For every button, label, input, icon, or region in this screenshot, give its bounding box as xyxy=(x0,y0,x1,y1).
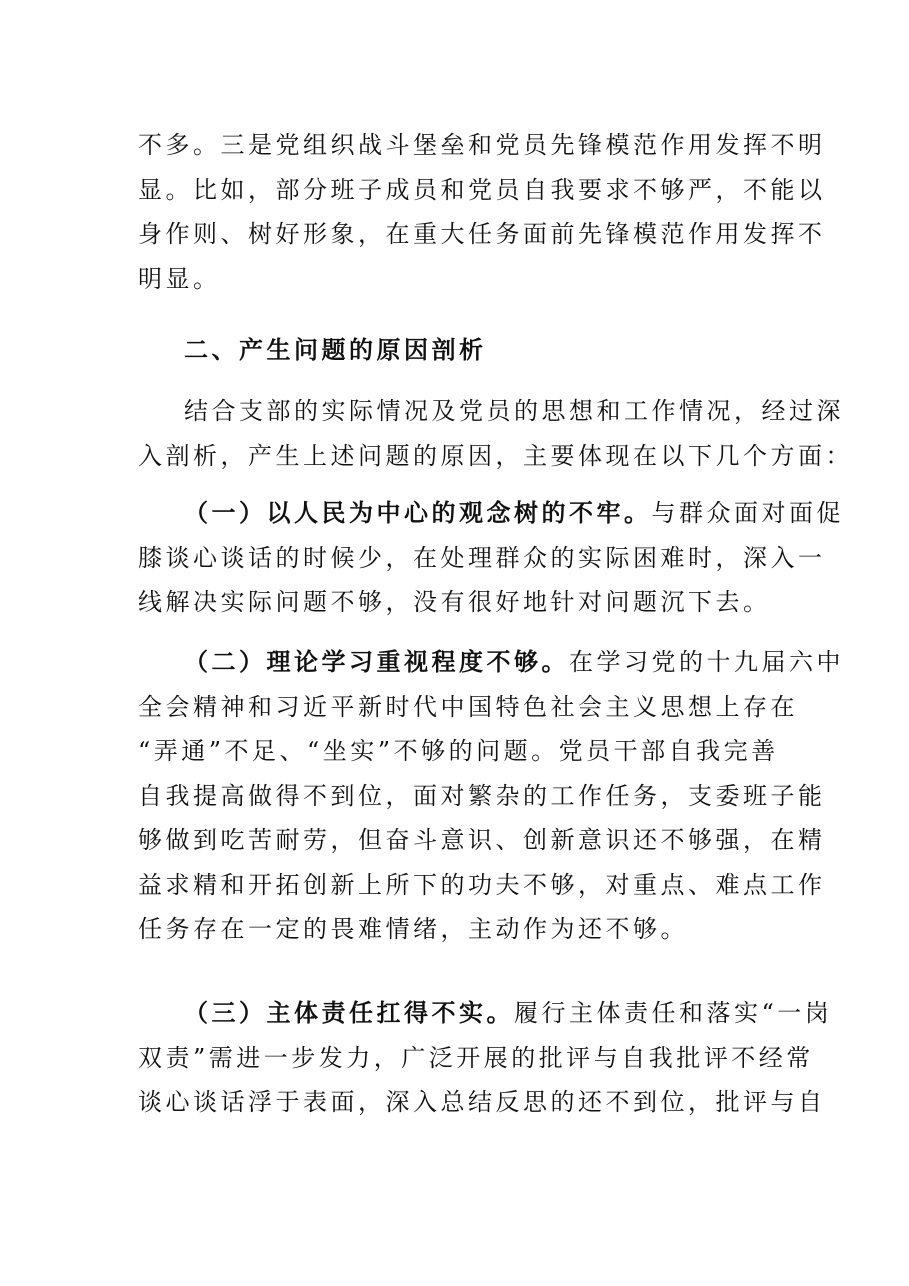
paragraph-line: 不多。三是党组织战斗堡垒和党员先锋模范作用发挥不明 xyxy=(138,131,826,159)
section-heading xyxy=(138,328,778,373)
analysis-paragraph xyxy=(138,389,853,478)
paragraph-line: 谈心谈话浮于表面，深入总结反思的还不到位，批评与自 xyxy=(138,1088,826,1116)
paragraph-line: 身作则、树好形象，在重大任务面前先锋模范作用发挥不 xyxy=(138,220,826,248)
paragraph-line: 线解决实际问题不够，没有很好地针对问题沉下去。 xyxy=(138,588,771,616)
paragraph-line: 益求精和开拓创新上所下的功夫不够，对重点、难点工作 xyxy=(138,870,826,899)
paragraph-line: 入剖析，产生上述问题的原因，主要体现在以下几个方面： xyxy=(138,441,853,470)
intro-paragraph xyxy=(138,123,826,301)
item-3-paragraph xyxy=(138,991,833,1125)
item-2-heading: （二）理论学习重视程度不够。 xyxy=(184,648,569,676)
paragraph-line: “弄通”不足、“坐实”不够的问题。党员干部自我完善 xyxy=(138,737,779,765)
paragraph-line xyxy=(138,491,844,536)
paragraph-line: 够做到吃苦耐劳，但奋斗意识、创新意识还不够强，在精 xyxy=(138,826,826,854)
paragraph-line: 显。比如，部分班子成员和党员自我要求不够严，不能以 xyxy=(138,175,826,204)
paragraph-line: 自我提高做得不到位，面对繁杂的工作任务，支委班子能 xyxy=(138,781,826,810)
paragraph-line xyxy=(138,640,844,685)
paragraph-line: 全会精神和习近平新时代中国特色社会主义思想上存在 xyxy=(138,692,798,721)
item-3-heading: （三）主体责任扛得不实。 xyxy=(184,999,514,1027)
item-1-first-line-text: 与群众面对面促 xyxy=(651,499,844,527)
item-3-first-line-text: 履行主体责任和落实“一岗 xyxy=(514,999,833,1027)
paragraph-line: 膝谈心谈话的时候少，在处理群众的实际困难时，深入一 xyxy=(138,543,826,572)
section-title: 二、产生问题的原因剖析 xyxy=(184,336,487,364)
paragraph-line: 双责”需进一步发力，广泛开展的批评与自我批评不经常 xyxy=(138,1043,814,1072)
item-1-heading: （一）以人民为中心的观念树的不牢。 xyxy=(184,499,652,527)
paragraph-line: 明显。 xyxy=(138,264,221,293)
item-2-paragraph xyxy=(138,640,844,952)
item-2-first-line-text: 在学习党的十九届六中 xyxy=(569,648,844,676)
item-1-paragraph xyxy=(138,491,844,625)
paragraph-line: 结合支部的实际情况及党员的思想和工作情况，经过深 xyxy=(184,397,844,425)
paragraph-line xyxy=(138,991,833,1036)
paragraph-line: 任务存在一定的畏难情绪，主动作为还不够。 xyxy=(138,915,688,943)
